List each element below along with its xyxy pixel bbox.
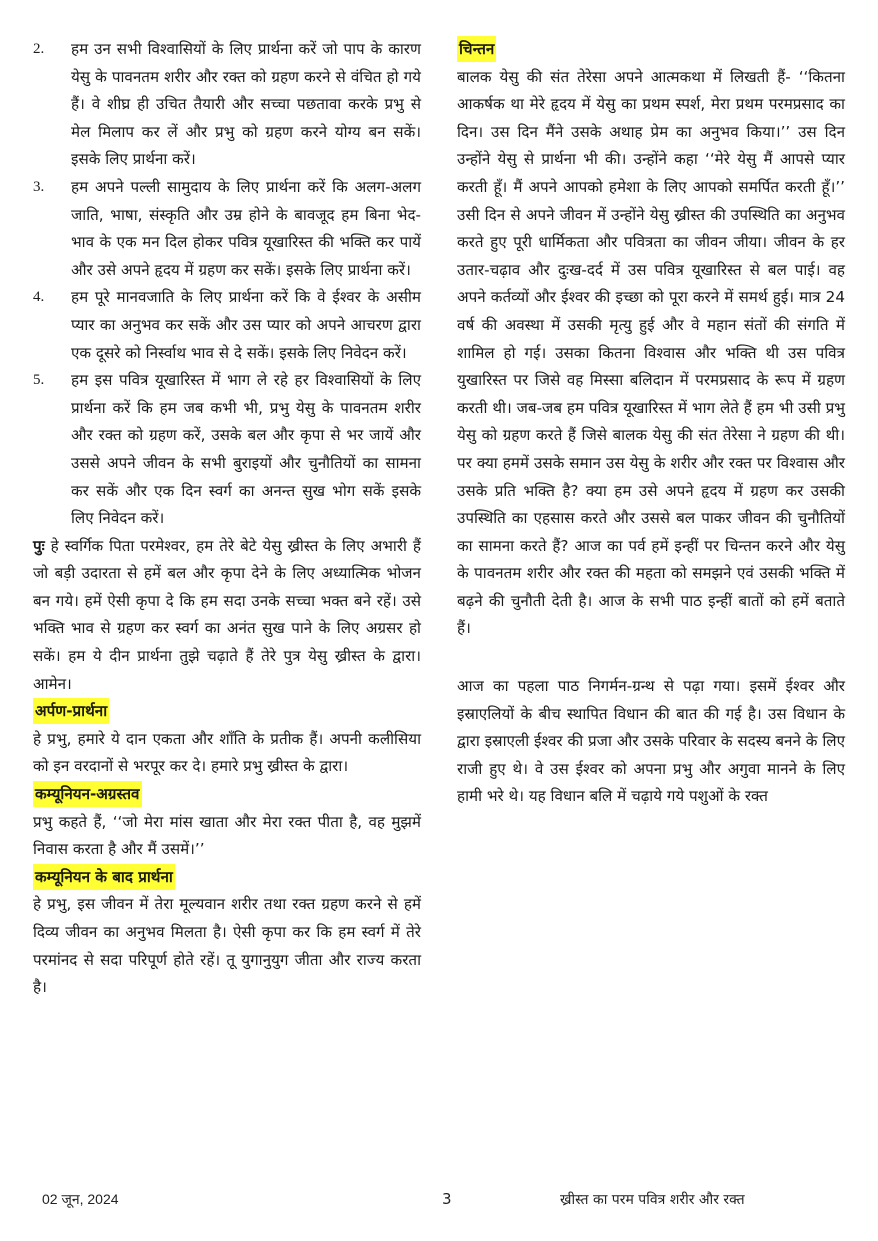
communion-antiphon-section xyxy=(33,781,421,864)
item-text: हम उन सभी विश्वासियों के लिए प्रार्थना करें जो पाप के कारण येसु के पावनतम शरीर और रक्त को ग्रहण करने से वंचित हो गये हैं। वे शीघ्र ही उचित तैयारी और सच्चा पछतावा करके प्रभु से मेल मिलाप कर लें और प्रभु को ग्रहण करने योग्य बन सकें। इसके लिए प्रार्थना करें। xyxy=(71,40,421,169)
footer-title: ख्रीस्त का परम पवित्र शरीर और रक्त xyxy=(560,1192,745,1208)
item-number: 2. xyxy=(33,41,45,57)
item-text: हम अपने पल्ली सामुदाय के लिए प्रार्थना करें कि अलग-अलग जाति, भाषा, संस्कृति और उम्र होने के बावजूद हम बिना भेद-भाव के एक मन दिल होकर पवित्र यूखारिस्त की भक्ति कर पायें और उसे अपने हृदय में ग्रहण कर सकें। इसके लिए प्रार्थना करें। xyxy=(71,177,421,279)
offertory-section xyxy=(33,698,421,781)
prayer-item-4 xyxy=(33,284,421,367)
right-column xyxy=(457,36,845,811)
post-communion-section xyxy=(33,864,421,1002)
priest-label: पुः xyxy=(33,536,45,555)
item-number: 5. xyxy=(33,372,45,389)
section-heading: अर्पण-प्रार्थना xyxy=(33,698,109,724)
prayer-item-5 xyxy=(33,367,421,533)
section-text: प्रभु कहते हैं, ‘‘जो मेरा मांस खाता और मेरा रक्त पीता है, वह मुझमें निवास करता है और मैं उसमें।’’ xyxy=(33,812,421,859)
item-number: 4. xyxy=(33,289,45,306)
reflection-paragraph-1: बालक येसु की संत तेरेसा अपने आत्मकथा में लिखती हैं- ‘‘कितना आकर्षक था मेरे हृदय में येसु का प्रथम स्पर्श, मेरा प्रथम परमप्रसाद का दिन। उस दिन मैंने उसके अथाह प्रेम का अनुभव किया।’’ उस दिन उन्होंने येसु से प्रार्थना भी की। उन्होंने कहा ‘‘मेरे येसु मैं आपसे प्यार करती हूँ। मैं अपने आपको हमेशा के लिए आपको समर्पित करती हूँ।’’ उसी दिन से अपने जीवन में उन्होंने येसु ख्रीस्त की उपस्थिति का अनुभव करते हुए पूरी धार्मिकता और पवित्रता का जीवन जीया। जीवन के हर उतार-चढ़ाव और दुःख-दर्द में उस पवित्र यूखारिस्त से बल पाई। वह अपने कर्तव्यों और ईश्वर की इच्छा को पूरा करने में समर्थ हुई। मात्र 24 वर्ष की अवस्था में उसकी मृत्यु हुई और वे महान संतों की संगति में शामिल हो गई। उसका कितना विश्वास और भक्ति थी उस पवित्र युखारिस्त पर जिसे वह मिस्सा बलिदान में परमप्रसाद के रूप में ग्रहण करती थी। जब-जब हम पवित्र यूखारिस्त में भाग लेते हैं हम भी उसी प्रभु येसु को ग्रहण करते हैं जिसे बालक येसु की संत तेरेसा ने ग्रहण की थी। पर क्या हममें उसके समान उस येसु के शरीर और रक्त पर विश्वास और उसके प्रति भक्ति है? क्या हम उसे अपने हृदय में ग्रहण कर उसकी उपस्थिति का एहसास करते और उससे बल पाकर जीवन की चुनौतियों का सामना करते हैं? आज का पर्व हमें इन्हीं पर चिन्तन करने और येसु के पावनतम शरीर और रक्त की महता को समझने एवं उसकी भक्ति में बढ़ने की चुनौती देती है। आज के सभी पाठ इन्हीं बातों को हमें बताते हैं। xyxy=(457,67,845,638)
prayer-item-3 xyxy=(33,174,421,284)
item-number: 3. xyxy=(33,178,45,195)
section-heading: कम्यूनियन के बाद प्रार्थना xyxy=(33,864,175,890)
paragraph-gap xyxy=(457,643,845,673)
prayer-item-2 xyxy=(33,36,421,174)
section-heading: कम्यूनियन-अग्रस्तव xyxy=(33,781,142,807)
concluding-prayer xyxy=(33,533,421,699)
page-number: 3 xyxy=(442,1190,452,1208)
reflection-paragraph-2: आज का पहला पाठ निगर्मन-ग्रन्थ से पढ़ा गया। इसमें ईश्वर और इस्राएलियों के बीच स्थापित विधान की बात की गई है। उस विधान के द्वारा इस्राएली ईश्वर की प्रजा और उसके परिवार के सदस्य बनने के लिए राजी हुए थे। वे उस ईश्वर को अपना प्रभु और अगुवा मानने के लिए हामी भरे थे। यह विधान बलि में चढ़ाये गये पशुओं के रक्त xyxy=(457,677,845,806)
item-text: हम इस पवित्र यूखारिस्त में भाग ले रहे हर विश्वासियों के लिए प्रार्थना करें कि हम जब कभी भी, प्रभु येसु के पावनतम शरीर और रक्त को ग्रहण करें, उसके बल और कृपा से भर जायें और उससे अपने जीवन के सभी बुराइयों और चुनौतियों का सामना कर सकें और एक दिन स्वर्ग का अनन्त सुख भोग सकें इसके लिए निवेदन करें। xyxy=(71,371,421,528)
left-column xyxy=(33,36,421,1002)
reflection-heading: चिन्तन xyxy=(457,36,496,62)
section-text: हे प्रभु, हमारे ये दान एकता और शाँति के प्रतीक हैं। अपनी कलीसिया को इन वरदानों से भरपूर कर दे। हमारे प्रभु ख्रीस्त के द्वारा। xyxy=(33,729,421,776)
section-text: हे प्रभु, इस जीवन में तेरा मूल्यवान शरीर तथा रक्त ग्रहण करने से हमें दिव्य जीवन का अनुभव मिलता है। ऐसी कृपा कर कि हम स्वर्ग में तेरे परमांनद से सदा परिपूर्ण होते रहें। तू युगानुयुग जीता और राज्य करता है। xyxy=(33,895,421,997)
item-text: हम पूरे मानवजाति के लिए प्रार्थना करें कि वे ईश्वर के असीम प्यार का अनुभव कर सकें और उस प्यार को अपने आचरण द्वारा एक दूसरे को निर्स्वाथ भाव से दे सकें। इसके लिए निवेदन करें। xyxy=(71,288,421,362)
footer-date: 02 जून, 2024 xyxy=(42,1191,119,1207)
concluding-prayer-text: हे स्वर्गिक पिता परमेश्वर, हम तेरे बेटे येसु ख्रीस्त के लिए अभारी हैं जो बड़ी उदारता से हमें बल और कृपा देने के लिए अध्यात्मिक भोजन बन गये। हमें ऐसी कृपा दे कि हम सदा उनके सच्चा भक्त बने रहें। उसे भक्ति भाव से ग्रहण कर स्वर्ग का अनंत सुख पाने के लिए अग्रसर हो सकें। हम ये दीन प्रार्थना तुझे चढ़ाते हैं तेरे पुत्र येसु ख्रीस्त के द्वारा। आमेन। xyxy=(33,536,421,693)
